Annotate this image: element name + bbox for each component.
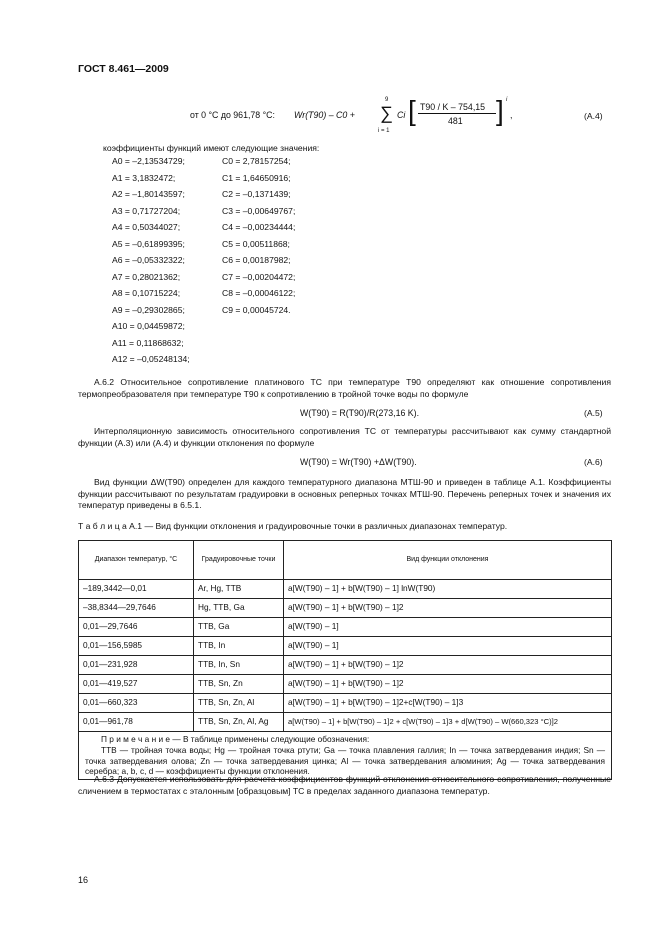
equation-number-a4: (A.4) (584, 111, 603, 121)
table-row (79, 675, 612, 694)
table-cell: ТТВ, Sn, Zn, Al (194, 694, 284, 713)
table-note-row (79, 732, 612, 780)
table-cell: Ar, Hg, ТТВ (194, 580, 284, 599)
table-row (79, 580, 612, 599)
coef-a7: A7 = 0,28021362; (112, 272, 181, 282)
note-title: П р и м е ч а н и е (101, 734, 171, 744)
equation-a6: W(T90) = Wr(T90) +ΔW(T90). (300, 457, 417, 467)
table-cell: a[W(T90) – 1] + b[W(T90) – 1]2 (284, 656, 612, 675)
table-cell: a[W(T90) – 1] + b[W(T90) – 1]2 + c[W(T90) – 1]3 + d[W(T90) – W(660,323 °C)]2 (284, 713, 612, 732)
fraction-denominator: 481 (448, 116, 463, 126)
coef-a0: A0 = –2,13534729; (112, 156, 185, 166)
bracket-left: [ (408, 95, 416, 126)
table-cell: ТТВ, In (194, 637, 284, 656)
coef-c3: C3 = –0,00649767; (222, 206, 296, 216)
table-row (79, 618, 612, 637)
table-row (79, 599, 612, 618)
coef-c2: C2 = –0,1371439; (222, 189, 291, 199)
coef-c8: C8 = –0,00046122; (222, 288, 296, 298)
coef-a6: A6 = –0,05332322; (112, 255, 185, 265)
deviation-function-table (78, 540, 612, 780)
equation-a5: W(T90) = R(T90)/R(273,16 K). (300, 408, 420, 418)
table-note (79, 732, 612, 780)
table-cell: a[W(T90) – 1] (284, 618, 612, 637)
formula-lead: от 0 °С до 961,78 °С: (190, 110, 275, 120)
table-row (79, 656, 612, 675)
formula-comma: , (510, 110, 513, 120)
coef-c7: C7 = –0,00204472; (222, 272, 296, 282)
sum-upper-limit: 9 (385, 97, 389, 103)
coef-c1: C1 = 1,64650916; (222, 173, 291, 183)
table-cell: a[W(T90) – 1] (284, 637, 612, 656)
table-cell: 0,01—419,527 (79, 675, 194, 694)
note-body: ТТВ — тройная точка воды; Hg — тройная точка ртути; Ga — точка плавления галлия; In — точка затвердевания индия; Sn — точка затвердевания олова; Zn — точка затвердевания цинка; Al — точка затвердевания алюминия; Ag — точка затвердевания серебра; a, b, c, d — коэффициенты функции отклонения. (85, 744, 605, 777)
table-cell: a[W(T90) – 1] + b[W(T90) – 1]2 (284, 599, 612, 618)
coef-c0: C0 = 2,78157254; (222, 156, 291, 166)
table-cell: –38,8344—29,7646 (79, 599, 194, 618)
paragraph-a62: А.6.2 Относительное сопротивление платинового ТС при температуре T90 определяют как отношение сопротивления термопреобразователя при температуре T90 к сопротивлению в тройной точке воды по формуле (78, 377, 611, 399)
note-heading (85, 734, 605, 745)
coef-a9: A9 = –0,29302865; (112, 305, 185, 315)
coef-a4: A4 = 0,50344027; (112, 222, 181, 232)
table-cell: 0,01—156,5985 (79, 637, 194, 656)
paragraph-function-view: Вид функции ΔW(T90) определен для каждого температурного диапазона МТШ-90 и приведен в таблице А.1. Коэффициенты функции рассчитывают по результатам градуировки в основных реперных точках МТШ-90. Перечень реперных точек и значения их температур приведены в 6.5.1. (78, 477, 611, 511)
page-number: 16 (78, 875, 89, 885)
table-row (79, 637, 612, 656)
document-header: ГОСТ 8.461—2009 (78, 63, 169, 75)
sum-lower-limit: i = 1 (378, 128, 390, 134)
fraction-numerator: T90 / K – 754,15 (420, 102, 486, 112)
table-cell: 0,01—29,7646 (79, 618, 194, 637)
table-row (79, 713, 612, 732)
coef-c9: C9 = 0,00045724. (222, 305, 291, 315)
table-cell: a[W(T90) – 1] + b[W(T90) – 1] lnW(T90) (284, 580, 612, 599)
paragraph-a63: А.6.3 Допускается использовать для расчета коэффициентов функций отклонения относительного сопротивления, полученные сличением в термостатах с эталонным [образцовым] ТС в пределах заданного диапазона температур. (78, 774, 611, 796)
table-cell: 0,01—660,323 (79, 694, 194, 713)
table-cell: –189,3442—0,01 (79, 580, 194, 599)
table-cell: ТТВ, Sn, Zn (194, 675, 284, 694)
table-header-row (79, 541, 612, 580)
coef-c5: C5 = 0,00511868; (222, 239, 290, 249)
equation-number-a5: (A.5) (584, 408, 603, 418)
table-cell: 0,01—231,928 (79, 656, 194, 675)
coef-a2: A2 = –1,80143597; (112, 189, 185, 199)
table-caption: Т а б л и ц а А.1 — Вид функции отклонения и градуировочные точки в различных диапазонах температур. (78, 521, 508, 531)
formula-a4 (190, 96, 610, 138)
table-cell: a[W(T90) – 1] + b[W(T90) – 1]2 (284, 675, 612, 694)
coef-a1: A1 = 3,1832472; (112, 173, 176, 183)
bracket-right: ] (496, 95, 504, 126)
coef-a3: A3 = 0,71727204; (112, 206, 181, 216)
formula-lhs: Wr(T90) – C0 + (294, 110, 355, 120)
fraction-bar (418, 113, 496, 114)
table-cell: 0,01—961,78 (79, 713, 194, 732)
column-header: Градуировочные точки (194, 541, 284, 580)
coef-a8: A8 = 0,10715224; (112, 288, 181, 298)
coef-c6: C6 = 0,00187982; (222, 255, 291, 265)
paragraph-interpolation: Интерполяционную зависимость относительного сопротивления ТС от температуры рассчитывают как сумму стандартной функции (А.3) или (А.4) и функции отклонения по формуле (78, 426, 611, 448)
coef-a5: A5 = –0,61899395; (112, 239, 185, 249)
coef-a12: A12 = –0,05248134; (112, 354, 190, 364)
equation-number-a6: (A.6) (584, 457, 603, 467)
table-cell: Hg, ТТВ, Ga (194, 599, 284, 618)
table-cell: ТТВ, Sn, Zn, Al, Ag (194, 713, 284, 732)
formula-coefficient: Ci (397, 110, 406, 120)
table-row (79, 694, 612, 713)
column-header: Диапазон температур, °С (79, 541, 194, 580)
table-cell: ТТВ, Ga (194, 618, 284, 637)
formula-power: i (506, 97, 508, 103)
coef-a10: A10 = 0,04459872; (112, 321, 185, 331)
sum-symbol: ∑ (380, 103, 393, 123)
note-intro: — В таблице применены следующие обозначения: (170, 734, 370, 744)
column-header: Вид функции отклонения (284, 541, 612, 580)
coefficients-intro: коэффициенты функций имеют следующие значения: (103, 143, 320, 153)
coef-a11: A11 = 0,11868632; (112, 338, 184, 348)
coef-c4: C4 = –0,00234444; (222, 222, 296, 232)
table-cell: ТТВ, In, Sn (194, 656, 284, 675)
table-cell: a[W(T90) – 1] + b[W(T90) – 1]2+c[W(T90) – 1]3 (284, 694, 612, 713)
